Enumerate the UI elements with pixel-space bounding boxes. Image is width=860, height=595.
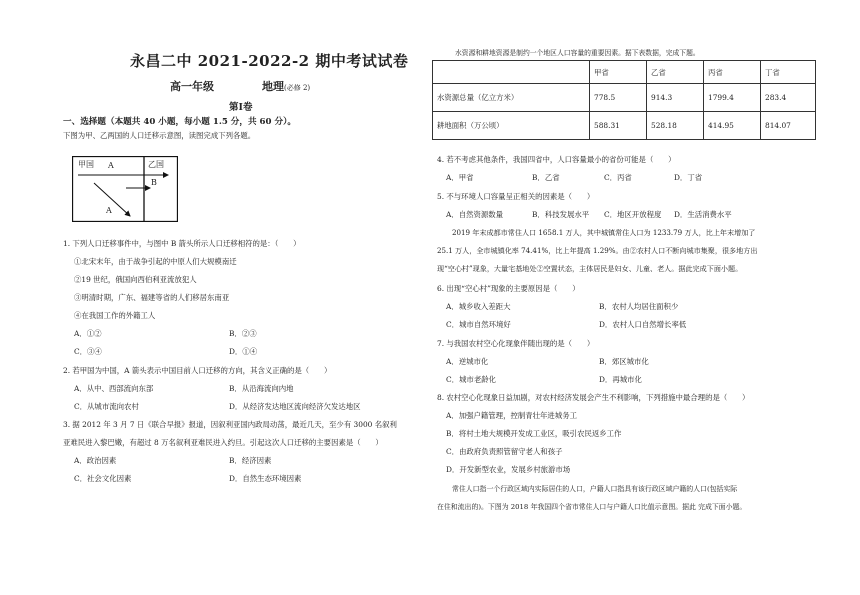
- option-d[interactable]: D．丁省: [674, 173, 703, 182]
- option-b[interactable]: B．乙省: [532, 173, 560, 182]
- question-1-item: ②19 世纪，俄国向西伯利亚流放犯人: [74, 275, 197, 284]
- arrow-a-bottom: [94, 183, 130, 216]
- table-cell: 甲省: [590, 61, 647, 84]
- table-cell: 水资源总量（亿立方米）: [433, 84, 590, 112]
- question-1-item: ③明清时期，广东、福建等省的人们移居东南亚: [74, 293, 230, 302]
- option-a[interactable]: A．城乡收入差距大: [446, 302, 511, 311]
- question-7-stem: 7. 与我国农村空心化现象伴随出现的是（ ）: [437, 339, 595, 348]
- table-cell: 乙省: [647, 61, 704, 84]
- option-c[interactable]: C．③④: [74, 347, 102, 356]
- option-c[interactable]: C．城市老龄化: [446, 375, 496, 384]
- table-intro: 水资源和耕地资源是制约一个地区人口容量的重要因素。据下表数据，完成下题。: [455, 49, 700, 57]
- option-d[interactable]: D．生活消费水平: [674, 210, 732, 219]
- option-a[interactable]: A．从中、西部流向东部: [74, 384, 154, 393]
- option-b[interactable]: B．从沿海流向内地: [229, 384, 294, 393]
- volume-label: 第Ⅰ卷: [229, 102, 253, 113]
- question-1-stem: 1. 下列人口迁移事件中，与图中 B 箭头所示人口迁移相符的是：（ ）: [63, 239, 301, 248]
- table-cell: 丙省: [704, 61, 761, 84]
- subject-note: (必修 2): [284, 84, 311, 92]
- option-c[interactable]: C．由政府负责照管留守老人和孩子: [446, 447, 563, 456]
- option-a[interactable]: A．自然资源数量: [446, 210, 504, 219]
- question-4-stem: 4. 若不考虑其他条件，我国四省中，人口容量最小的省份可能是（ ）: [437, 155, 676, 164]
- option-b[interactable]: B．②③: [229, 329, 257, 338]
- label-arrow-a-top: A: [108, 161, 114, 170]
- option-d[interactable]: D．①④: [229, 347, 258, 356]
- label-arrow-a-bottom: A: [106, 206, 112, 215]
- option-d[interactable]: D．农村人口自然增长率低: [599, 320, 687, 329]
- option-d[interactable]: D．再城市化: [599, 375, 642, 384]
- table-cell: [433, 61, 590, 84]
- table-cell: 丁省: [761, 61, 816, 84]
- option-a[interactable]: A．政治因素: [74, 456, 117, 465]
- table-row: [433, 112, 816, 140]
- table-header-row: [433, 61, 816, 84]
- passage-1-line: 现“空心村”现象，大量宅基地处②空置状态，主体居民是妇女、儿童、老人。据此完成下面小题。: [437, 264, 743, 273]
- option-c[interactable]: C．丙省: [604, 173, 632, 182]
- option-a[interactable]: A．甲省: [446, 173, 474, 182]
- grade-label: 高一年级: [170, 80, 214, 93]
- table-cell: 528.18: [647, 112, 704, 140]
- page-title: 永昌二中 2021-2022-2 期中考试试卷: [130, 52, 409, 70]
- resource-table: [432, 60, 816, 140]
- question-3-stem: 亚难民进入黎巴嫩，有超过 8 万名叙利亚难民进入约旦。引起这次人口迁移的主要因素是（ ）: [63, 438, 383, 447]
- migration-diagram: [72, 156, 178, 222]
- option-a[interactable]: A．加强户籍管理，控制青壮年进城务工: [446, 411, 577, 420]
- option-d[interactable]: D．自然生态环境因素: [229, 474, 302, 483]
- option-b[interactable]: B．经济因素: [229, 456, 272, 465]
- table-row: [433, 84, 816, 112]
- passage-1-line: 2019 年末成都市常住人口 1658.1 万人，其中城镇常住人口为 1233.79 万人，比上年末增加了: [452, 228, 756, 237]
- table-cell: 914.3: [647, 84, 704, 112]
- table-cell: 814.07: [761, 112, 816, 140]
- table-cell: 283.4: [761, 84, 816, 112]
- question-5-stem: 5. 不与环境人口容量呈正相关的因素是（ ）: [437, 192, 595, 201]
- question-6-stem: 6. 出现“空心村”现象的主要原因是（ ）: [437, 284, 580, 293]
- option-b[interactable]: B．将村土地大规模开发成工业区，吸引农民返乡工作: [446, 429, 622, 438]
- subject-name: 地理: [262, 80, 284, 93]
- question-1-item: ④在我国工作的外籍工人: [74, 311, 156, 320]
- question-2-stem: 2. 若甲国为中国，A 箭头表示中国目前人口迁移的方向，其含义正确的是（ ）: [63, 366, 332, 375]
- label-country-a: 甲国: [78, 160, 94, 169]
- table-cell: 778.5: [590, 84, 647, 112]
- section-heading: 一、选择题（本题共 40 小题，每小题 1.5 分，共 60 分）。: [63, 117, 296, 127]
- option-d[interactable]: D．开发新型农业，发展乡村旅游市场: [446, 465, 571, 474]
- passage-2-line: 在住和流出的)。下图为 2018 年我国四个省市常住人口与户籍人口比值示意图。据此 完成下面小题。: [437, 503, 747, 511]
- option-b[interactable]: B．农村人均居住面积少: [599, 302, 679, 311]
- option-d[interactable]: D．从经济发达地区流向经济欠发达地区: [229, 402, 361, 411]
- option-a[interactable]: A．逆城市化: [446, 357, 489, 366]
- option-b[interactable]: B．郊区城市化: [599, 357, 649, 366]
- option-c[interactable]: C．城市自然环境好: [446, 320, 511, 329]
- question-8-stem: 8. 农村空心化现象日益加剧，对农村经济发展会产生不利影响，下列措施中最合理的是（ ）: [437, 393, 750, 402]
- table-cell: 1799.4: [704, 84, 761, 112]
- table-cell: 588.31: [590, 112, 647, 140]
- option-c[interactable]: C．从城市流向农村: [74, 402, 139, 411]
- label-country-b: 乙国: [148, 160, 164, 169]
- section-intro: 下图为甲、乙两国的人口迁移示意图，读图完成下列各题。: [63, 131, 256, 140]
- table-cell: 414.95: [704, 112, 761, 140]
- passage-1-line: 25.1 万人，全市城镇化率 74.41%，比上年提高 1.29%。由②农村人口不断向城市集聚，很多地方出: [437, 246, 758, 255]
- question-3-stem: 3. 据 2012 年 3 月 7 日《联合早报》报道，因叙利亚国内政局动荡，最近几天，至少有 3000 名叙利: [63, 420, 397, 429]
- option-c[interactable]: C．地区开放程度: [604, 210, 662, 219]
- question-1-item: ①北宋末年，由于战争引起的中原人们大规模南迁: [74, 257, 237, 266]
- option-b[interactable]: B．科技发展水平: [532, 210, 590, 219]
- label-arrow-b: B: [151, 178, 157, 187]
- passage-2-line: 常住人口指一个行政区域内实际居住的人口，户籍人口指具有该行政区域户籍的人口(包括实际: [452, 485, 738, 493]
- table-cell: 耕地面积（万公顷）: [433, 112, 590, 140]
- subject-label: [262, 78, 310, 94]
- option-c[interactable]: C．社会文化因素: [74, 474, 132, 483]
- option-a[interactable]: A．①②: [74, 329, 102, 338]
